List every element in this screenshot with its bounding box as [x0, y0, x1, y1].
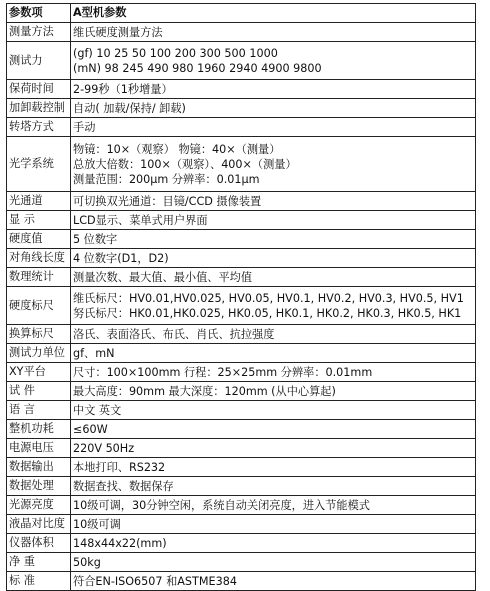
header-row	[7, 4, 476, 23]
spec-body	[7, 23, 476, 591]
value-line: 本地打印、RS232	[73, 460, 166, 474]
row-value	[71, 401, 476, 420]
table-row	[7, 515, 476, 534]
value-line: 手动	[73, 120, 96, 134]
row-value	[71, 268, 476, 287]
value-line: gf、mN	[73, 346, 115, 360]
row-value	[71, 192, 476, 211]
value-line: (gf) 10 25 50 100 200 300 500 1000	[73, 46, 278, 60]
value-line: 测量次数、最大值、最小值、平均值	[73, 270, 253, 284]
row-label: 硬度值	[7, 230, 71, 249]
table-row	[7, 118, 476, 137]
row-label: 硬度标尺	[7, 287, 71, 325]
row-value	[71, 382, 476, 401]
table-row	[7, 420, 476, 439]
row-label: 测试力单位	[7, 344, 71, 363]
table-row	[7, 211, 476, 230]
row-value	[71, 363, 476, 382]
header-value: A型机参数	[71, 4, 476, 23]
value-line: (mN) 98 245 490 980 1960 2940 4900 9800	[73, 61, 322, 75]
table-row	[7, 363, 476, 382]
row-value	[71, 572, 476, 591]
row-label: 光源亮度	[7, 496, 71, 515]
row-value	[71, 287, 476, 325]
value-line: 尺寸：100×100mm 行程：25×25mm 分辨率：0.01mm	[73, 365, 373, 379]
value-line: 4 位数字(D1，D2)	[73, 251, 169, 265]
table-row	[7, 382, 476, 401]
value-line: 10级可调，30分钟空闲，系统自动关闭亮度，进入节能模式	[73, 498, 370, 512]
value-line: 自动( 加载/保持/ 卸载)	[73, 101, 186, 115]
row-label: 光学系统	[7, 137, 71, 192]
table-row	[7, 439, 476, 458]
row-label: 数理统计	[7, 268, 71, 287]
value-line: 物镜：10×（观察） 物镜：40×（测量）	[73, 142, 281, 156]
value-line: 最大高度：90mm 最大深度：120mm (从中心算起)	[73, 384, 336, 398]
table-row	[7, 496, 476, 515]
header-param: 参数项	[7, 4, 71, 23]
table-row	[7, 192, 476, 211]
row-value	[71, 439, 476, 458]
row-label: 电源电压	[7, 439, 71, 458]
row-label: 加卸载控制	[7, 99, 71, 118]
row-value	[71, 211, 476, 230]
row-value	[71, 477, 476, 496]
value-line: 维氏硬度测量方法	[73, 25, 163, 39]
value-line: 总放大倍数：100×（观察）、400×（测量）	[73, 157, 297, 171]
row-value	[71, 553, 476, 572]
row-label: 标 准	[7, 572, 71, 591]
value-line: 维氏标尺：HV0.01,HV0.025, HV0.05, HV0.1, HV0.2, HV0.3, HV0.5, HV1	[73, 291, 464, 305]
value-line: 220V 50Hz	[73, 441, 135, 455]
row-label: 测试力	[7, 42, 71, 80]
table-row	[7, 572, 476, 591]
row-label: 净 重	[7, 553, 71, 572]
value-line: 测量范围：200μm 分辨率：0.01μm	[73, 172, 260, 186]
value-line: 50kg	[73, 555, 101, 569]
value-line: 数据查找、数据保存	[73, 479, 174, 493]
table-row	[7, 534, 476, 553]
row-value	[71, 496, 476, 515]
row-label: 语 言	[7, 401, 71, 420]
row-value	[71, 118, 476, 137]
table-row	[7, 23, 476, 42]
row-value	[71, 137, 476, 192]
table-row	[7, 344, 476, 363]
row-label: XY平台	[7, 363, 71, 382]
table-row	[7, 458, 476, 477]
value-line: 洛氏、表面洛氏、布氏、肖氏、抗拉强度	[73, 327, 275, 341]
row-value	[71, 249, 476, 268]
value-line: 148x44x22(mm)	[73, 536, 167, 550]
table-row	[7, 553, 476, 572]
row-value	[71, 344, 476, 363]
row-value	[71, 42, 476, 80]
row-label: 数据处理	[7, 477, 71, 496]
table-row	[7, 99, 476, 118]
row-value	[71, 515, 476, 534]
table-row	[7, 249, 476, 268]
table-row	[7, 42, 476, 80]
value-line: 10级可调	[73, 517, 121, 531]
row-value	[71, 230, 476, 249]
row-value	[71, 458, 476, 477]
row-label: 对角线长度	[7, 249, 71, 268]
row-value	[71, 99, 476, 118]
value-line: 可切换双光通道：目镜/CCD 摄像装置	[73, 194, 262, 208]
row-label: 数据输出	[7, 458, 71, 477]
row-label: 仪器体积	[7, 534, 71, 553]
value-line: LCD显示、菜单式用户界面	[73, 213, 208, 227]
table-row	[7, 230, 476, 249]
row-label: 试 件	[7, 382, 71, 401]
row-label: 整机功耗	[7, 420, 71, 439]
row-label: 显 示	[7, 211, 71, 230]
row-label: 测量方法	[7, 23, 71, 42]
row-label: 转塔方式	[7, 118, 71, 137]
value-line: 5 位数字	[73, 232, 118, 246]
spec-table	[6, 3, 476, 591]
table-row	[7, 268, 476, 287]
table-row	[7, 401, 476, 420]
row-value	[71, 325, 476, 344]
value-line: 2-99秒（1秒增量）	[73, 82, 173, 96]
row-value	[71, 420, 476, 439]
row-label: 保荷时间	[7, 80, 71, 99]
row-label: 换算标尺	[7, 325, 71, 344]
row-label: 液晶对比度	[7, 515, 71, 534]
table-row	[7, 137, 476, 192]
table-row	[7, 325, 476, 344]
value-line: 符合EN-ISO6507 和ASTME384	[73, 574, 237, 588]
table-row	[7, 477, 476, 496]
spec-sheet	[6, 3, 475, 591]
table-row	[7, 287, 476, 325]
value-line: 中文 英文	[73, 403, 122, 417]
row-label: 光通道	[7, 192, 71, 211]
value-line: 努氏标尺：HK0.01,HK0.025, HK0.05, HK0.1, HK0.2, HK0.3, HK0.5, HK1	[73, 306, 462, 320]
table-row	[7, 80, 476, 99]
row-value	[71, 23, 476, 42]
row-value	[71, 534, 476, 553]
value-line: ≤60W	[73, 422, 108, 436]
row-value	[71, 80, 476, 99]
